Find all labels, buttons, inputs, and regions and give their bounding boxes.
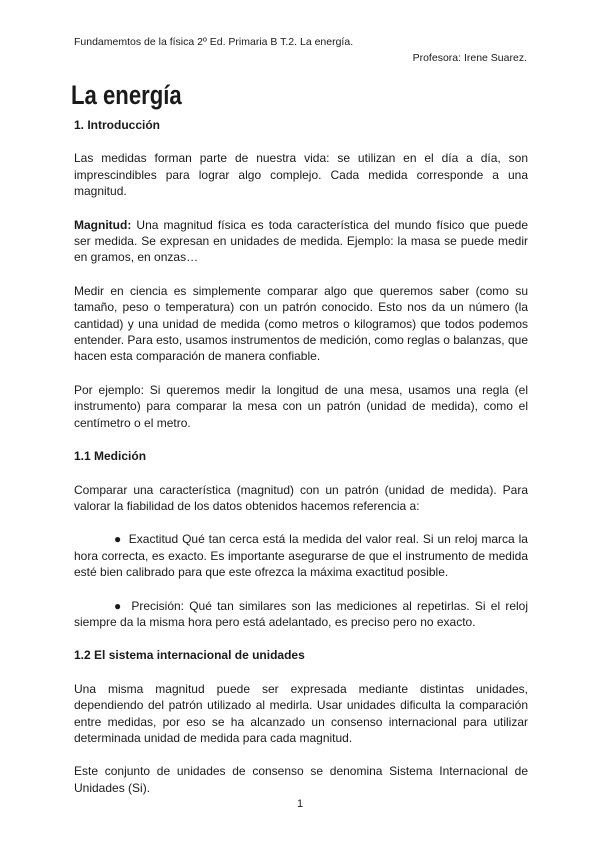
page-title: La energía: [71, 80, 182, 110]
section-heading-medicion: 1.1 Medición: [74, 449, 147, 464]
paragraph-conjunto-unidades: Este conjunto de unidades de consenso se denomina Sistema Internacional de Unidades (Si).: [74, 764, 528, 795]
paragraph-ejemplo: Por ejemplo: Si queremos medir la longitud de una mesa, usamos una regla (el instrumento) para comparar la mesa con un patrón (unidad de medida), como el centímetro o el metro.: [74, 382, 528, 430]
bullet-exactitud: [74, 531, 528, 580]
magnitud-term: Magnitud:: [74, 217, 132, 232]
header-course-title: Fundamemtos de la física 2º Ed. Primaria B T.2. La energía.: [74, 36, 354, 48]
bullet-exactitud-text: Exactitud Qué tan cerca está la medida del valor real. Si un reloj marca la hora correcta, es exacto. Es importante asegurarse de que el instrumento de medida esté bien calibrado para que este ofrezca la máxima exactitud posible.: [74, 532, 528, 580]
paragraph-misma-magnitud: Una misma magnitud puede ser expresada mediante distintas unidades, dependiendo del patrón utilizado al medirla. Usar unidades dificulta la comparación entre medidas, por eso se ha alcanzado un consenso internacional para utilizar determinada unidad de medida para cada magnitud.: [74, 681, 528, 745]
header-teacher: Profesora: Irene Suarez.: [412, 52, 527, 64]
section-heading-introduccion: 1. Introducción: [74, 118, 161, 132]
bullet-icon: ●: [114, 598, 124, 613]
paragraph-medir-en-ciencia: Medir en ciencia es simplemente comparar algo que queremos saber (como su tamaño, peso o temperatura) con un patrón conocido. Esto nos da un número (la cantidad) y una unidad de medida (como metros o kilogramos) que todos podemos entender. Para esto, usamos instrumentos de medición, como reglas o balanzas, que hacen esta comparación de manera confiable.: [74, 283, 528, 364]
section-heading-sistema-internacional: 1.2 El sistema internacional de unidades: [74, 648, 305, 663]
paragraph-medidas: Las medidas forman parte de nuestra vida: se utilizan en el día a día, son imprescindibles para lograr algo complejo. Cada medida corresponde a una magnitud.: [74, 151, 528, 199]
paragraph-comparar: Comparar una característica (magnitud) con un patrón (unidad de medida). Para valorar la fiabilidad de los datos obtenidos hacemos referencia a:: [74, 482, 528, 513]
page-number: 1: [296, 798, 304, 810]
magnitud-definition: Una magnitud física es toda característica del mundo físico que puede ser medida. Se expresan en unidades de medida. Ejemplo: la masa se puede medir en gramos, en onzas…: [74, 217, 528, 265]
bullet-icon: ●: [114, 532, 122, 547]
document-body: [74, 117, 528, 813]
paragraph-magnitud: [74, 217, 528, 266]
bullet-precision-text: Precisión: Qué tan similares son las mediciones al repetirlas. Si el reloj siempre da la misma hora pero está adelantado, es preciso pero no exacto.: [74, 598, 528, 629]
bullet-precision: [74, 598, 528, 631]
